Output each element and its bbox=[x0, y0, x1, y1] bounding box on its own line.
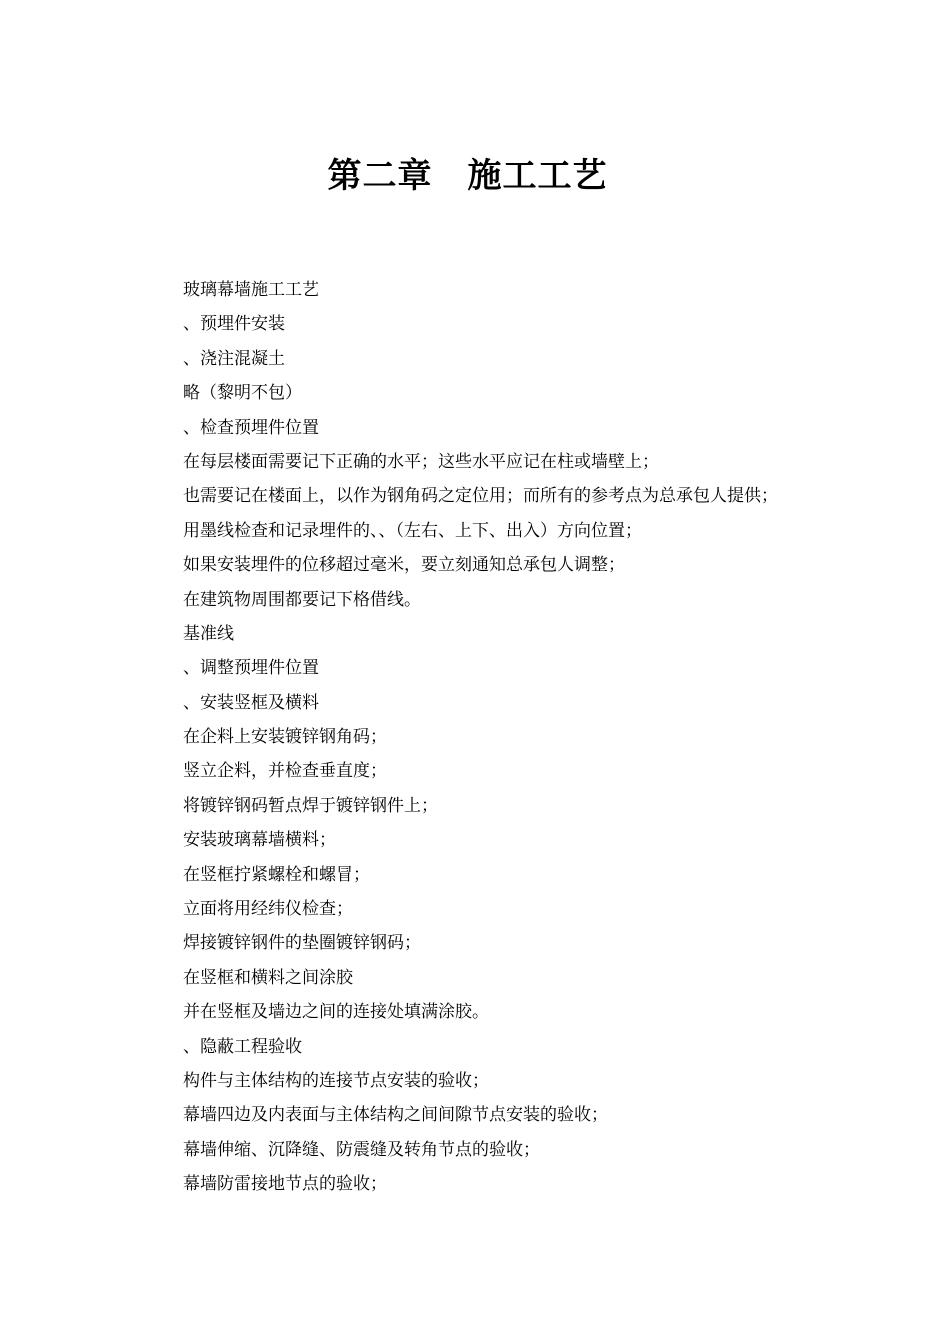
text-line: 安装玻璃幕墙横料； bbox=[183, 830, 336, 851]
chapter-title: 第二章 施工工艺 bbox=[327, 156, 608, 196]
text-line: 也需要记在楼面上，以作为钢角码之定位用；而所有的参考点为总承包人提供； bbox=[183, 486, 778, 507]
text-line: 在竖框拧紧螺栓和螺冒； bbox=[183, 864, 370, 885]
text-line: 焊接镀锌钢件的垫圈镀锌钢码； bbox=[183, 933, 421, 954]
text-line: 并在竖框及墙边之间的连接处填满涂胶。 bbox=[183, 1002, 489, 1023]
text-line: 、隐蔽工程验收 bbox=[183, 1036, 302, 1057]
text-line: 、预埋件安装 bbox=[183, 314, 285, 335]
text-line: 将镀锌钢码暂点焊于镀锌钢件上； bbox=[183, 795, 438, 816]
text-line: 、调整预埋件位置 bbox=[183, 658, 319, 679]
text-line: 幕墙伸缩、沉降缝、防震缝及转角节点的验收； bbox=[183, 1139, 540, 1160]
text-line: 如果安装埋件的位移超过毫米，要立刻通知总承包人调整； bbox=[183, 555, 625, 576]
text-line: 构件与主体结构的连接节点安装的验收； bbox=[183, 1070, 489, 1091]
text-line: 在竖框和横料之间涂胶 bbox=[183, 967, 353, 988]
text-line: 、安装竖框及横料 bbox=[183, 692, 319, 713]
text-line: 基准线 bbox=[183, 623, 234, 644]
text-line: 在每层楼面需要记下正确的水平；这些水平应记在柱或墙壁上； bbox=[183, 451, 659, 472]
text-line: 幕墙防雷接地节点的验收； bbox=[183, 1174, 387, 1195]
text-line: 幕墙四边及内表面与主体结构之间间隙节点安装的验收； bbox=[183, 1105, 608, 1126]
text-line: 、检查预埋件位置 bbox=[183, 417, 319, 438]
text-line: 在建筑物周围都要记下格借线。 bbox=[183, 589, 421, 610]
body-text bbox=[183, 273, 923, 1202]
text-line: 玻璃幕墙施工工艺 bbox=[183, 280, 319, 300]
text-line: 立面将用经纬仪检查； bbox=[183, 899, 353, 920]
text-line: 在企料上安装镀锌钢角码； bbox=[183, 727, 387, 748]
text-line: 竖立企料，并检查垂直度； bbox=[183, 761, 387, 782]
text-line: 、浇注混凝土 bbox=[183, 348, 285, 369]
text-line: 用墨线检查和记录埋件的、、（左右、上下、出入）方向位置； bbox=[183, 520, 642, 541]
text-line: 略（黎明不包） bbox=[183, 383, 302, 404]
